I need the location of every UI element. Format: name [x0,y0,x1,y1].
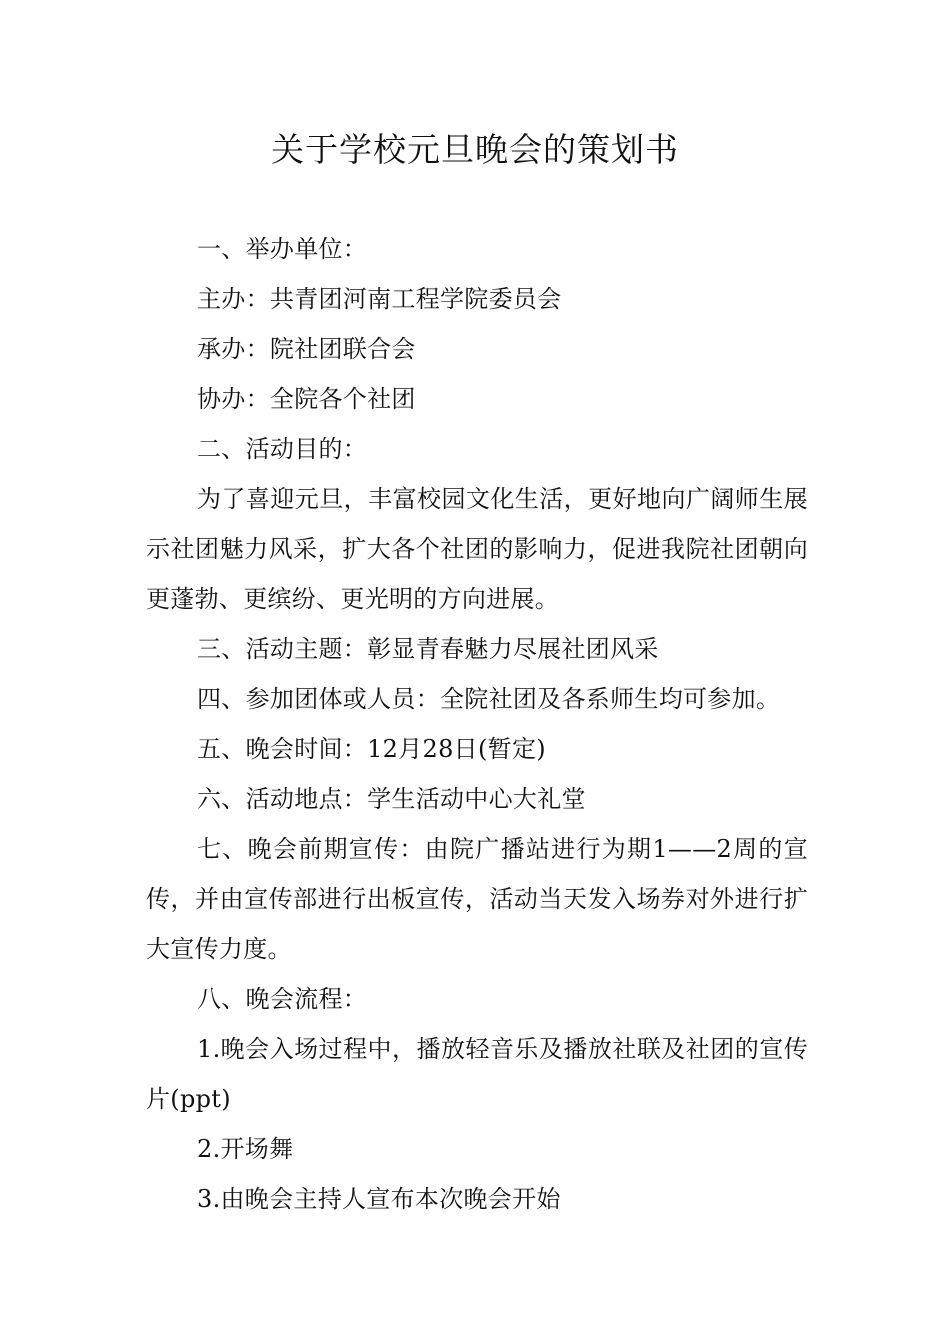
section-participants: 四、参加团体或人员：全院社团及各系师生均可参加。 [197,685,781,713]
document-body [146,224,808,1224]
section-publicity: 七、晚会前期宣传：由院广播站进行为期1——2周的宣传，并由宣传部进行出板宣传，活动当天发入场券对外进行扩大宣传力度。 [146,835,808,963]
section-heading-purpose: 二、活动目的： [197,435,368,463]
section-location: 六、活动地点：学生活动中心大礼堂 [197,785,586,813]
section-heading-organizers: 一、举办单位： [197,235,368,263]
purpose-paragraph: 为了喜迎元旦，丰富校园文化生活，更好地向广阔师生展示社团魅力风采，扩大各个社团的影响力，促进我院社团朝向更蓬勃、更缤纷、更光明的方向进展。 [146,485,808,613]
program-item-2: 2.开场舞 [197,1135,294,1163]
section-heading-program: 八、晚会流程： [197,985,368,1013]
section-theme: 三、活动主题：彰显青春魅力尽展社团风采 [197,635,659,663]
organizer-host: 主办：共青团河南工程学院委员会 [197,285,562,313]
organizer-undertaker: 承办：院社团联合会 [197,335,416,363]
section-time: 五、晚会时间：12月28日(暂定) [197,735,546,763]
document-title: 关于学校元旦晚会的策划书 [271,130,679,169]
program-item-3: 3.由晚会主持人宣布本次晚会开始 [197,1185,561,1213]
program-item-1: 1.晚会入场过程中，播放轻音乐及播放社联及社团的宣传片(ppt) [146,1035,808,1113]
organizer-co-organizer: 协办：全院各个社团 [197,385,416,413]
